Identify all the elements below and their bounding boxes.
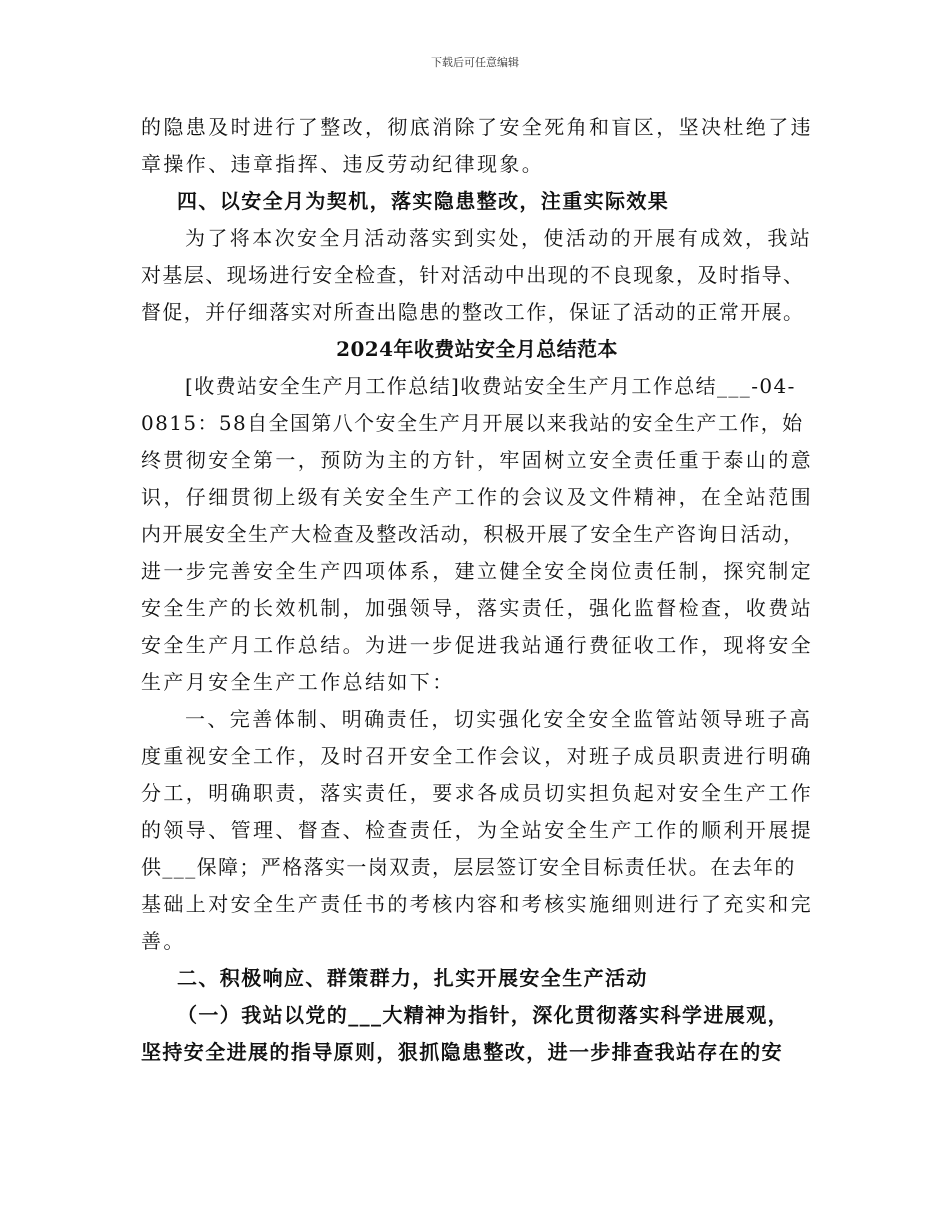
paragraph-line: 0815：58自全国第八个安全生产月开展以来我站的安全生产工作，始 [141, 411, 804, 435]
paragraph-line: 度重视安全工作，及时召开安全工作会议，对班子成员职责进行明确 [141, 744, 813, 768]
paragraph-line: 供___保障；严格落实一岗双责，层层签订安全目标责任状。在去年的 [141, 855, 796, 879]
section-heading: 四、以安全月为契机，落实隐患整改，注重实际效果 [177, 189, 670, 213]
paragraph-line: 基础上对安全生产责任书的考核内容和考核实施细则进行了充实和完 [141, 892, 813, 916]
paragraph-line: 终贯彻安全第一，预防为主的方针，牢固树立安全责任重于泰山的意 [141, 448, 813, 472]
page-header: 下载后可任意编辑 [431, 56, 519, 69]
paragraph-line: 的领导、管理、督查、检查责任，为全站安全生产工作的顺利开展提 [141, 818, 813, 842]
paragraph-line: 内开展安全生产大检查及整改活动，积极开展了安全生产咨询日活动， [141, 522, 805, 546]
paragraph-line: 安全生产的长效机制，加强领导，落实责任，强化监督检查，收费站 [141, 596, 813, 620]
paragraph-line: 一、完善体制、明确责任，切实强化安全安全监管站领导班子高 [185, 707, 813, 731]
paragraph-line: 识，仔细贯彻上级有关安全生产工作的会议及文件精神，在全站范围 [141, 485, 813, 509]
paragraph-line: 对基层、现场进行安全检查，针对活动中出现的不良现象，及时指导、 [141, 263, 805, 287]
paragraph-line: 分工，明确职责，落实责任，要求各成员切实担负起对安全生产工作 [141, 781, 813, 805]
paragraph-line: 生产月安全生产工作总结如下： [141, 670, 455, 694]
paragraph-line: 的隐患及时进行了整改，彻底消除了安全死角和盲区，坚决杜绝了违 [141, 115, 813, 139]
paragraph-line-bold: 坚持安全进展的指导原则，狠抓隐患整改，进一步排查我站存在的安 [141, 1040, 783, 1064]
paragraph-line-bold: （一）我站以党的___大精神为指针，深化贯彻落实科学进展观， [177, 1003, 789, 1027]
section-heading: 二、积极响应、群策群力，扎实开展安全生产活动 [177, 966, 648, 990]
paragraph-line: 进一步完善安全生产四项体系，建立健全安全岗位责任制，探究制定 [141, 559, 813, 583]
paragraph-line: 善。 [141, 929, 186, 953]
document-title: 2024年收费站安全月总结范本 [336, 337, 618, 361]
paragraph-line: 为了将本次安全月活动落实到实处，使活动的开展有成效，我站 [185, 226, 813, 250]
paragraph-line: [收费站安全生产月工作总结]收费站安全生产月工作总结___-04- [185, 374, 796, 398]
document-body [141, 109, 813, 1071]
paragraph-line: 章操作、违章指挥、违反劳动纪律现象。 [141, 152, 545, 176]
paragraph-line: 督促，并仔细落实对所查出隐患的整改工作，保证了活动的正常开展。 [141, 300, 805, 324]
paragraph-line: 安全生产月工作总结。为进一步促进我站通行费征收工作，现将安全 [141, 633, 813, 657]
